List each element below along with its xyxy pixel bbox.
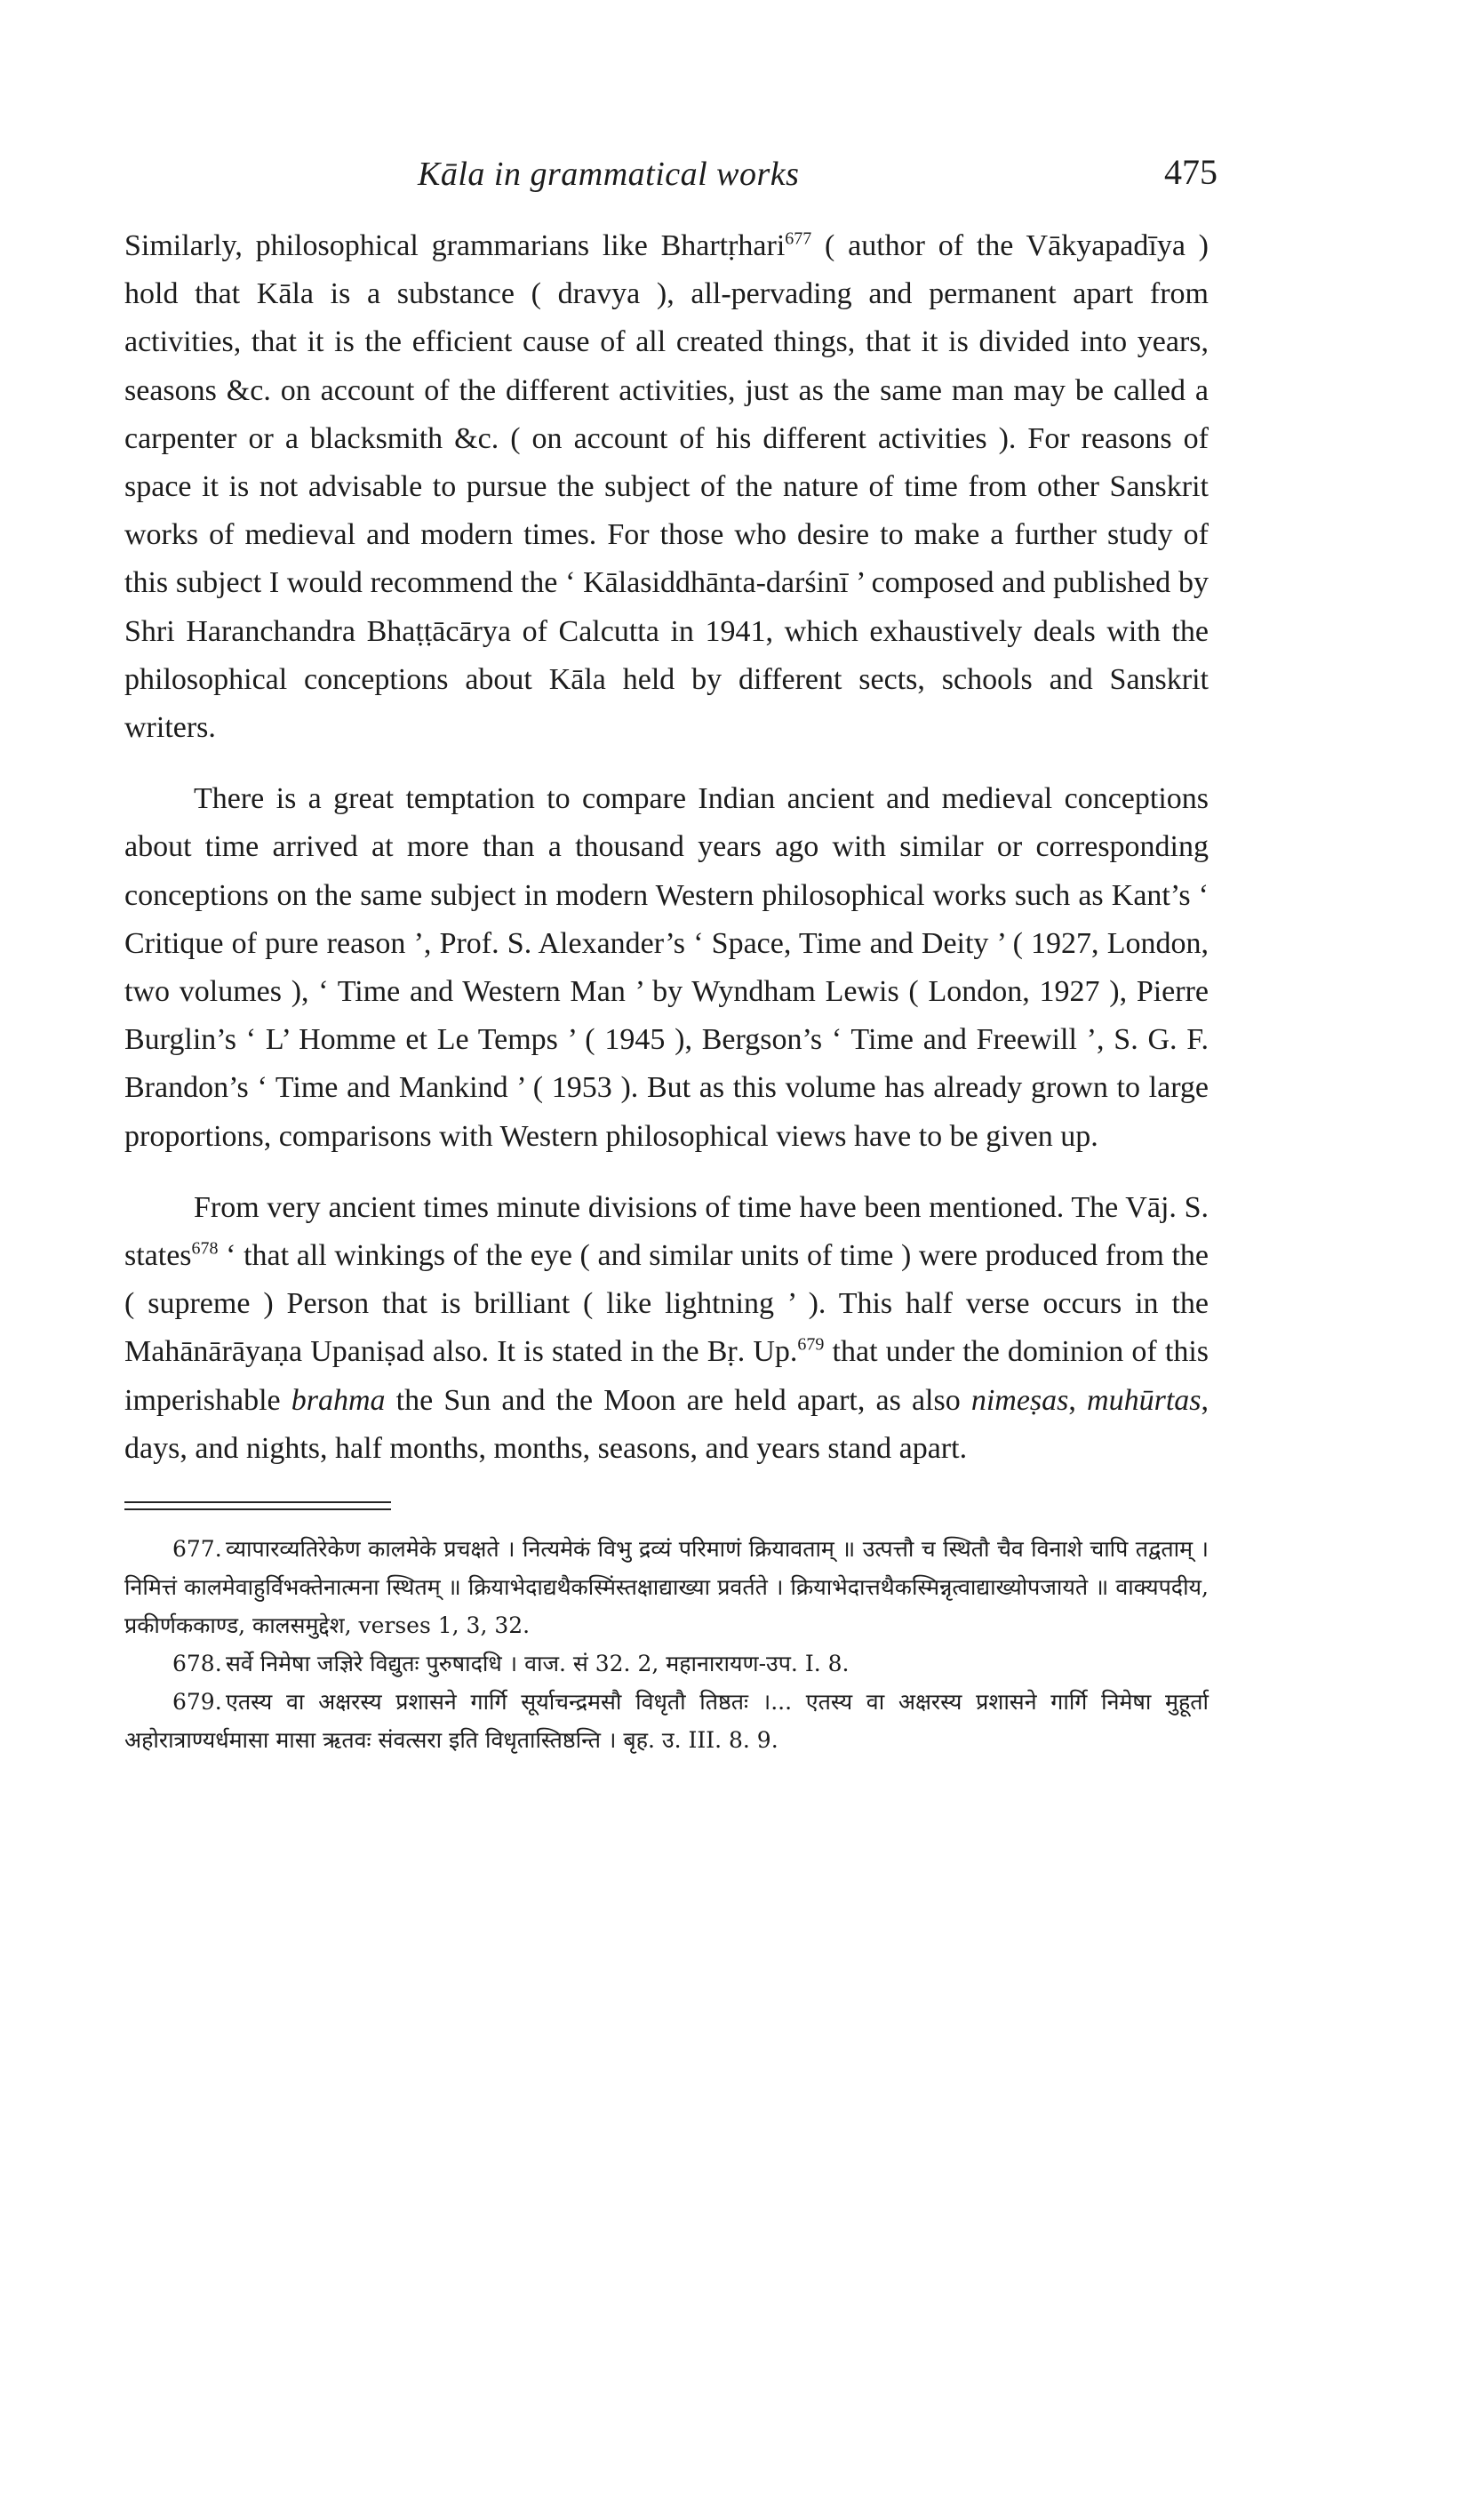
running-title: Kāla in grammatical works — [418, 156, 800, 193]
footnote-rule-second — [124, 1508, 391, 1510]
term-muhurtas: muhūrtas — [1087, 1383, 1202, 1417]
footnote-679 — [124, 1683, 1209, 1759]
book-page — [124, 151, 1218, 1759]
footnote-text: सर्वे निमेषा जज्ञिरे विद्युतः पुरुषादधि । वाज. सं 32. 2, महानारायण-उप. I. 8. — [226, 1651, 850, 1677]
paragraph-3-part-d: the Sun and the Moon are held apart, as also — [385, 1383, 971, 1417]
footnote-number: 677. — [172, 1536, 222, 1563]
footnote-ref-679: 679 — [797, 1335, 825, 1356]
paragraph-3-part-f: , days, and nights, half months, months, seasons, and years stand apart. — [124, 1383, 1210, 1465]
footnote-677 — [124, 1530, 1209, 1644]
paragraph-3-part-e: , — [1068, 1383, 1088, 1417]
term-nimesas: nimeṣas — [970, 1383, 1069, 1417]
footnote-rule — [124, 1501, 391, 1503]
paragraph-1-start: Similarly, philosophical grammarians like Bhartṛhari — [124, 229, 786, 262]
paragraph-2: There is a great temptation to compare Indian ancient and medieval conceptions about time arrived at more than a thousand years ago with similar or corresponding conceptions on the same subject in modern Western philosophical works such as Kant’s ‘ Critique of pure reason ’, Prof. S. Alexander’s ‘ Space, Time and Deity ’ ( 1927, London, two volumes ), ‘ Time and Western Man ’ by Wyndham Lewis ( London, 1927 ), Pierre Burglin’s ‘ L’ Homme et Le Temps ’ ( 1945 ), Bergson’s ‘ Time and Freewill ’, S. G. F. Brandon’s ‘ Time and Mankind ’ ( 1953 ). But as this volume has already grown to large proportions, comparisons with Western philosophical views have to be given up. — [124, 782, 1209, 1153]
paragraph-1-rest: ( author of the Vākyapadīya ) hold that Kāla is a substance ( dravya ), all-pervading and permanent apart from activities, that it is the efficient cause of all created things, that it is divided into years, seasons &c. on account of the different activities, just as the same man may be called a carpenter or a blacksmith &c. ( on account of his different activities ). For reasons of space it is not advisable to pursue the subject of the nature of time from other Sanskrit works of medieval and modern times. For those who desire to make a further study of this subject I would recommend the ‘ Kālasiddhānta-darśinī ’ composed and published by Shri Haranchandra Bhaṭṭācārya of Calcutta in 1941, which exhaustively deals with the philosophical conceptions about Kāla held by different sects, schools and Sanskrit writers. — [124, 229, 1209, 745]
term-brahma: brahma — [291, 1383, 386, 1417]
footnote-ref-678: 678 — [191, 1238, 219, 1259]
footnote-number: 679. — [172, 1689, 222, 1716]
paragraph-3 — [124, 1184, 1209, 1473]
page-number: 475 — [1164, 152, 1218, 192]
paragraph-1 — [124, 222, 1209, 752]
paragraph-3-part-c: that under the dominion of this imperishable — [124, 1335, 1210, 1417]
footnote-678 — [124, 1644, 1209, 1683]
running-head — [124, 151, 1218, 204]
footnote-ref-677: 677 — [785, 228, 812, 249]
footnote-number: 678. — [172, 1651, 222, 1677]
paragraph-3-part-a: From very ancient times minute divisions of time have been mentioned. The Vāj. S. states — [124, 1190, 1209, 1273]
footnote-text: एतस्य वा अक्षरस्य प्रशासने गार्गि सूर्याचन्द्रमसौ विधृतौ तिष्ठतः ।... एतस्य वा अक्षरस्य प्रशासने गार्गि निमेषा मुहूर्ता अहोरात्राण्यर्धमासा मासा ऋतवः संवत्सरा इति विधृतास्तिष्ठन्ति । बृह. उ. III. 8. 9. — [124, 1689, 1209, 1754]
paragraph-3-part-b: ‘ that all winkings of the eye ( and similar units of time ) were produced from the ( supreme ) Person that is brilliant ( like lightning ’ ). This half verse occurs in the Mahānārāyaṇa Upaniṣad also. It is stated in the Bṛ. Up. — [124, 1239, 1209, 1369]
footnote-text: व्यापारव्यतिरेकेण कालमेके प्रचक्षते । नित्यमेकं विभु द्रव्यं परिमाणं क्रियावताम् ॥ उत्पत्तौ च स्थितौ चैव विनाशे चापि तद्वताम् । निमित्तं कालमेवाहुर्विभक्तेनात्मना स्थितम् ॥ क्रियाभेदाद्यथैकस्मिंस्तक्षाद्याख्या प्रवर्तते । क्रियाभेदात्तथैकस्मिन्नृत्वाद्याख्योपजायते ॥ वाक्यपदीय, प्रकीर्णककाण्ड, कालसमुद्देश, verses 1, 3, 32. — [124, 1536, 1209, 1639]
